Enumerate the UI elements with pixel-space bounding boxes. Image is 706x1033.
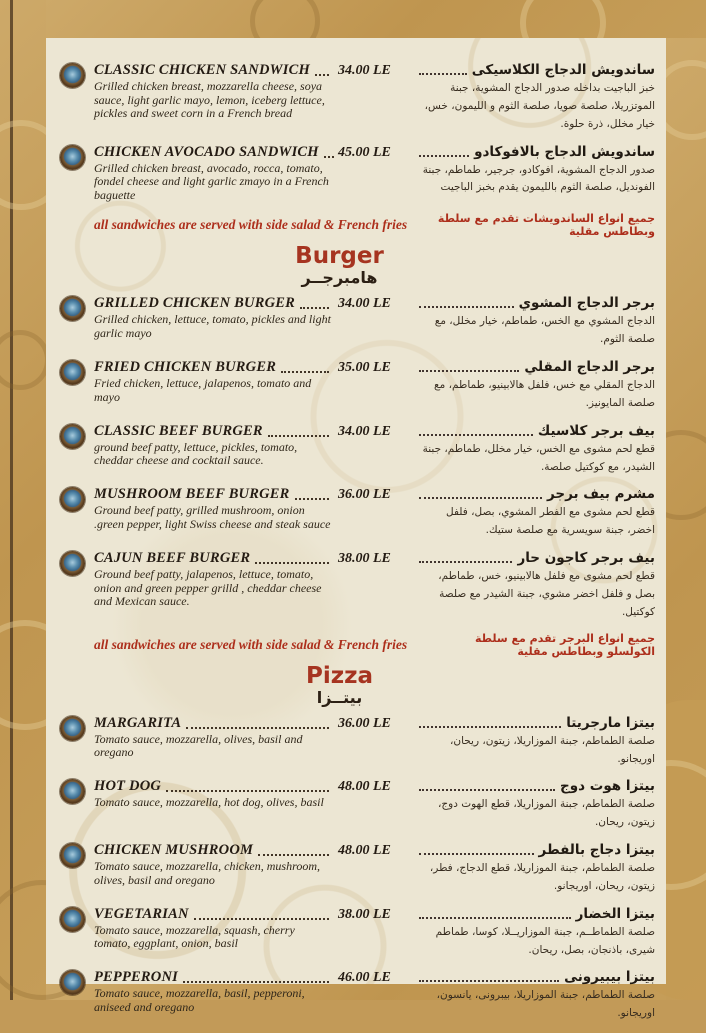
dotted-leader — [419, 726, 561, 728]
item-name-en: MUSHROOM BEEF BURGER — [94, 486, 290, 503]
menu-section — [60, 664, 659, 1024]
item-name-ar: ساندويش الدجاج الكلاسيكى — [471, 62, 655, 78]
item-title-line-ar — [416, 359, 655, 375]
item-description-en: Tomato sauce, mozzarella, olives, basil and oregano — [94, 731, 303, 760]
item-name-en: CLASSIC CHICKEN SANDWICH — [94, 62, 310, 78]
menu-item-row — [60, 550, 659, 622]
restaurant-logo-badge-icon — [60, 779, 85, 804]
item-english-block — [94, 778, 338, 810]
restaurant-logo-badge-icon — [60, 360, 85, 385]
section-note-en: all sandwiches are served with side salad & French fries — [94, 636, 408, 652]
restaurant-logo-badge-icon — [60, 551, 85, 576]
item-name-ar: بيف برجر كلاسيك — [537, 422, 655, 439]
menu-item-row — [60, 295, 659, 349]
item-description-ar: قطع لحم مشوى مع الفطر المشوي، بصل، فلفل اخضر، جبنة سويسرية مع صلصة ستيك. — [446, 506, 655, 537]
menu-item-row — [60, 842, 659, 896]
section-header — [60, 664, 619, 707]
item-name-ar: بيتزا الخضار — [575, 905, 655, 922]
item-description-ar: صلصة الطماطم، جبنة الموزاريلا، بيبرونى، يانسون، اوريجانو. — [436, 989, 655, 1020]
dotted-leader — [419, 306, 514, 308]
item-name-ar: بيتزا دجاج بالفطر — [538, 842, 655, 859]
menu-item-row — [60, 906, 659, 960]
item-description-ar: قطع لحم مشوى مع الخس، خيار مخلل، طماطم، جبنة الشيدر، مع كوكتيل صلصة. — [422, 442, 655, 473]
item-description-en: ground beef patty, lettuce, pickles, tomato, cheddar cheese and cocktail sauce. — [94, 439, 298, 468]
item-english-block — [94, 359, 338, 404]
item-price: 38.00 LE — [338, 906, 391, 922]
dotted-leader — [166, 790, 329, 792]
dotted-leader — [419, 980, 559, 982]
item-arabic-block — [416, 423, 659, 477]
item-english-block — [94, 715, 338, 760]
item-price: 36.00 LE — [338, 487, 391, 503]
restaurant-logo-badge-icon — [60, 716, 85, 741]
item-description-ar: قطع لحم مشوى مع فلفل هالابينيو، خس، طماطم، بصل و فلفل اخضر مشوي، جبنة الشيدر مع صلصة كوكتيل. — [438, 570, 655, 618]
item-title-line-en — [94, 969, 332, 986]
item-arabic-block — [416, 969, 659, 1023]
item-english-block — [94, 842, 338, 887]
item-arabic-block — [416, 906, 659, 960]
item-title-line-en — [94, 778, 332, 795]
item-name-en: HOT DOG — [94, 778, 162, 795]
item-title-line-en — [94, 62, 332, 79]
page-edge-line — [10, 0, 13, 1000]
item-title-line-en — [94, 550, 332, 567]
item-title-line-en — [94, 295, 332, 312]
item-name-ar: بيتزا بيبيرونى — [564, 969, 655, 986]
menu-section — [60, 62, 659, 238]
item-description-en: Grilled chicken breast, avocado, rocca, tomato, fondel cheese and light garlic zmayo in a French baguette — [94, 160, 329, 202]
dotted-leader — [419, 370, 519, 372]
item-name-ar: برجر الدجاج المشوي — [518, 295, 655, 312]
item-arabic-block — [416, 486, 659, 540]
item-description-ar: صلصة الطماطــم، جبنة الموزاريــلا، كوسا، طماطم شيرى، باذنجان، بصل، ريحان. — [435, 925, 655, 956]
item-title-line-en — [94, 486, 332, 503]
item-description-en: Fried chicken, lettuce, jalapenos, tomato and mayo — [94, 376, 312, 404]
item-description-en: Tomato sauce, mozzarella, hot dog, olives, basil — [94, 795, 324, 810]
dotted-leader — [419, 434, 533, 436]
item-price: 48.00 LE — [338, 779, 391, 795]
dotted-leader — [258, 854, 329, 856]
item-title-line-en — [94, 715, 332, 732]
item-name-en: CLASSIC BEEF BURGER — [94, 422, 263, 439]
item-price: 35.00 LE — [338, 360, 391, 375]
item-arabic-block — [416, 144, 659, 198]
item-arabic-block — [416, 778, 659, 832]
item-price: 34.00 LE — [338, 63, 391, 78]
restaurant-logo-badge-icon — [60, 296, 85, 321]
dotted-leader — [268, 435, 329, 437]
dotted-leader — [183, 981, 329, 983]
item-english-block — [94, 144, 338, 203]
dotted-leader — [324, 156, 334, 158]
section-items — [60, 295, 659, 621]
menu-item-row — [60, 778, 659, 832]
item-name-ar: بيتزا مارجريتا — [566, 714, 655, 731]
item-title-line-en — [94, 906, 332, 923]
restaurant-logo-badge-icon — [60, 63, 85, 88]
section-header — [60, 244, 619, 287]
menu-item-row — [60, 969, 659, 1023]
item-english-block — [94, 906, 338, 951]
item-name-en: PEPPERONI — [94, 969, 178, 986]
item-arabic-block — [416, 715, 659, 769]
item-title-line-ar — [416, 423, 655, 439]
item-english-block — [94, 486, 338, 531]
item-price: 48.00 LE — [338, 843, 391, 859]
ornament-band-left — [0, 0, 46, 1000]
section-note — [60, 632, 659, 658]
item-name-en: MARGARITA — [94, 714, 182, 731]
item-name-en: CHICKEN AVOCADO SANDWICH — [94, 143, 319, 160]
dotted-leader — [186, 727, 329, 729]
item-description-ar: صلصة الطماطم، جبنة الموزاريلا، زيتون، ريحان، اوريجانو. — [449, 734, 655, 765]
section-note-en: all sandwiches are served with side salad & French fries — [94, 217, 408, 233]
item-price: 34.00 LE — [338, 423, 391, 439]
dotted-leader — [419, 561, 512, 563]
item-title-line-ar — [416, 295, 655, 311]
item-name-en: GRILLED CHICKEN BURGER — [94, 295, 295, 312]
item-name-en: FRIED CHICKEN BURGER — [94, 359, 277, 375]
restaurant-logo-badge-icon — [60, 907, 85, 932]
item-description-ar: الدجاج المشوي مع الخس، طماطم، خيار مخلل، مع صلصة الثوم. — [434, 315, 655, 346]
section-title-ar: بيتــزا — [316, 687, 363, 707]
item-name-en: VEGETARIAN — [94, 905, 189, 922]
item-arabic-block — [416, 295, 659, 349]
restaurant-logo-badge-icon — [60, 487, 85, 512]
item-description-ar: الدجاج المقلي مع خس، فلفل هالابينيو، طماطم، مع صلصة المايونيز. — [434, 379, 655, 409]
dotted-leader — [255, 562, 329, 564]
item-price: 45.00 LE — [338, 144, 391, 160]
section-note-ar: جميع انواع الساندويشات تقدم مع سلطة وبطاطس مقلية — [437, 212, 655, 239]
item-arabic-block — [416, 842, 659, 896]
dotted-leader — [194, 918, 329, 920]
item-title-line-en — [94, 359, 332, 376]
item-name-ar: بيتزا هوت دوج — [560, 778, 655, 795]
item-title-line-ar — [416, 550, 655, 566]
restaurant-logo-badge-icon — [60, 970, 85, 995]
dotted-leader — [419, 497, 542, 499]
dotted-leader — [419, 789, 555, 791]
dotted-leader — [295, 498, 329, 500]
item-description-ar: صدور الدجاج المشوية، افوكادو، جرجير، طماطم، جبنة الفونديل، صلصة الثوم بالليمون يقدم بخبز الباجيت — [422, 163, 655, 194]
item-title-line-ar — [416, 969, 655, 985]
menu-item-row — [60, 144, 659, 203]
item-title-line-ar — [416, 715, 655, 731]
dotted-leader — [300, 307, 329, 309]
section-title-ar: هامبرجــر — [301, 268, 378, 288]
section-note-ar: جميع انواع البرجر تقدم مع سلطة الكولسلو وبطاطس مقلية — [474, 631, 655, 658]
menu-item-row — [60, 715, 659, 769]
item-english-block — [94, 62, 338, 121]
section-items — [60, 62, 659, 202]
item-arabic-block — [416, 359, 659, 413]
menu-item-row — [60, 62, 659, 134]
item-price: 46.00 LE — [338, 970, 391, 986]
item-price: 38.00 LE — [338, 551, 391, 567]
item-description-en: Ground beef patty, jalapenos, lettuce, tomato, onion and green pepper grilld , cheddar cheese and Mexican sauce. — [94, 567, 322, 609]
item-arabic-block — [416, 62, 659, 134]
dotted-leader — [281, 371, 329, 373]
menu-sheet — [46, 38, 666, 1020]
item-description-ar: صلصة الطماطم، جبنة الموزاريلا، قطع الهوت دوج، زيتون، ريحان. — [438, 798, 655, 829]
item-title-line-ar — [416, 778, 655, 794]
item-price: 34.00 LE — [338, 296, 391, 312]
menu-item-row — [60, 359, 659, 413]
item-description-en: Ground beef patty, grilled mushroom, onion .green pepper, light Swiss cheese and steak sauce — [94, 503, 331, 531]
restaurant-logo-badge-icon — [60, 424, 85, 449]
item-description-en: Tomato sauce, mozzarella, basil, pepperoni, aniseed and oregano — [94, 986, 305, 1015]
item-english-block — [94, 969, 338, 1014]
ornament-band-top — [46, 0, 706, 38]
menu-content — [60, 62, 659, 1033]
dotted-leader — [419, 73, 467, 75]
item-description-en: Grilled chicken, lettuce, tomato, pickles and light garlic mayo — [94, 312, 331, 340]
item-description-ar: صلصة الطماطم، جبنة الموزاريلا، قطع الدجاج، فطر، زيتون، ريحان، اوريجانو. — [429, 862, 655, 892]
menu-section — [60, 244, 659, 657]
item-description-en: Tomato sauce, mozzarella, squash, cherry tomato, eggplant, onion, basil — [94, 922, 295, 951]
item-description-ar: خبز الباجيت بداخله صدور الدجاج المشوية، جبنة الموتزريلا، صلصة صويا، صلصة الثوم و الليمون، خس، خيار مخلل، ذرة حلوة. — [424, 82, 655, 130]
item-name-ar: برجر الدجاج المقلي — [524, 359, 655, 375]
restaurant-logo-badge-icon — [60, 843, 85, 868]
item-description-en: Grilled chicken breast, mozzarella cheese, soya sauce, light garlic mayo, lemon, iceberg lettuce, pickles and sweet corn in a French bread — [94, 79, 325, 121]
item-title-line-ar — [416, 62, 655, 78]
item-name-ar: بيف برجر كاجون حار — [517, 550, 655, 567]
item-english-block — [94, 423, 338, 468]
dotted-leader — [419, 155, 469, 157]
item-description-en: Tomato sauce, mozzarella, chicken, mushroom, olives, basil and oregano — [94, 859, 320, 887]
item-title-line-ar — [416, 906, 655, 922]
section-title-en: Burger — [295, 243, 384, 270]
dotted-leader — [315, 74, 329, 76]
item-name-en: CHICKEN MUSHROOM — [94, 842, 254, 859]
item-name-ar: ساندويش الدجاج بالافوكادو — [474, 143, 655, 160]
item-name-ar: مشرم بيف برجر — [546, 486, 655, 503]
dotted-leader — [419, 917, 571, 919]
item-title-line-ar — [416, 144, 655, 160]
item-english-block — [94, 295, 338, 340]
item-title-line-ar — [416, 842, 655, 858]
dotted-leader — [419, 853, 534, 855]
item-price: 36.00 LE — [338, 715, 391, 731]
item-title-line-ar — [416, 486, 655, 502]
section-title-en: Pizza — [305, 662, 374, 689]
item-name-en: CAJUN BEEF BURGER — [94, 550, 251, 567]
section-note — [60, 212, 659, 238]
item-title-line-en — [94, 144, 332, 161]
section-items — [60, 715, 659, 1023]
menu-item-row — [60, 423, 659, 477]
item-title-line-en — [94, 423, 332, 440]
item-english-block — [94, 550, 338, 609]
item-title-line-en — [94, 842, 332, 859]
restaurant-logo-badge-icon — [60, 145, 85, 170]
item-arabic-block — [416, 550, 659, 622]
menu-item-row — [60, 486, 659, 540]
